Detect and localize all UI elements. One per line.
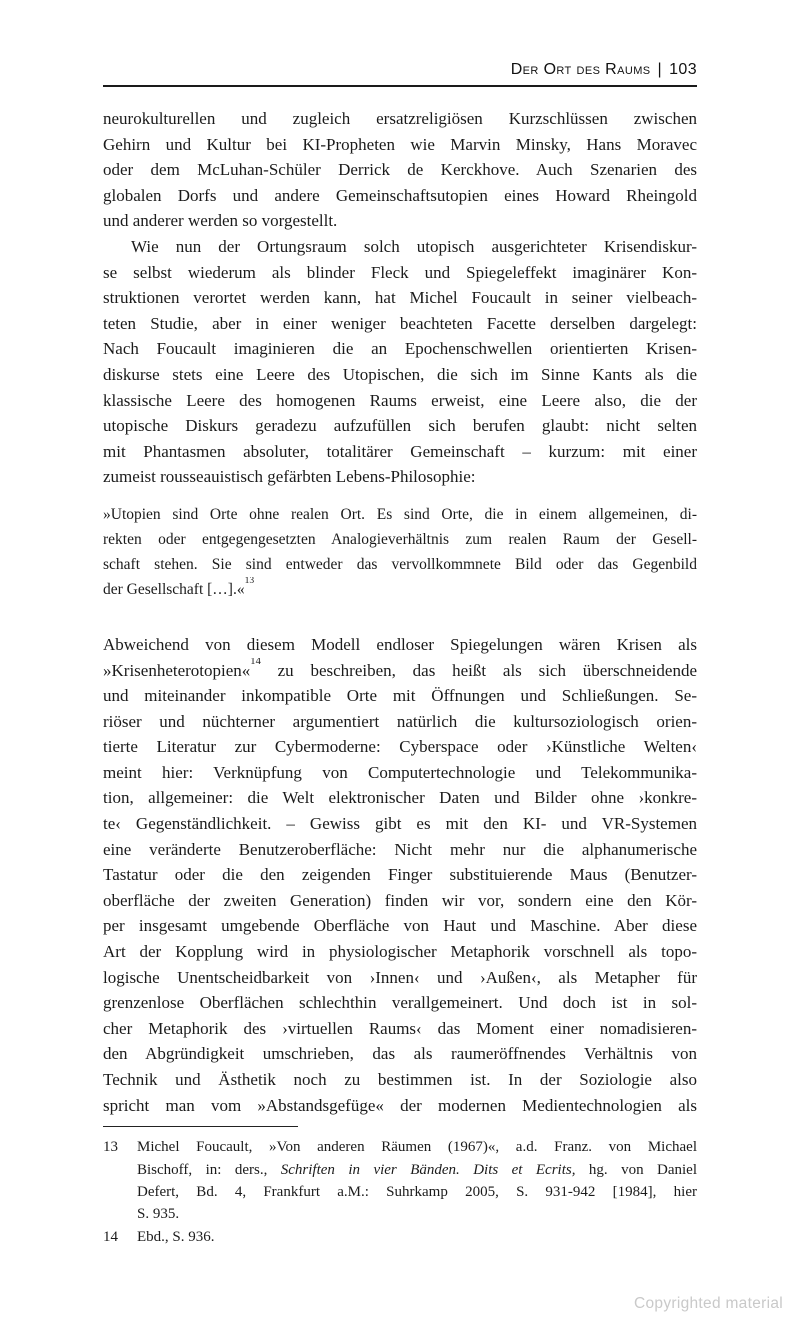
text-line: struktionen verortet werden kann, hat Michel Foucault in seiner vielbeach- <box>103 288 697 308</box>
text-line: und miteinander inkompatible Orte mit Öffnungen und Schließungen. Se- <box>103 686 697 706</box>
copyright-watermark: Copyrighted material <box>633 1295 783 1312</box>
text-line: te‹ Gegenständlichkeit. – Gewiss gibt es mit den KI- und VR-Systemen <box>103 814 697 834</box>
text-line: zumeist rousseauistisch gefärbten Lebens-Philosophie: <box>103 467 476 487</box>
text-line: »Krisenheterotopien«$^{14}$ zu beschreiben, das heißt als sich überschneidende <box>103 657 697 680</box>
text-line: und anderer werden so vorgestellt. <box>103 211 338 231</box>
running-head-title: Der Ort des Raums <box>510 61 651 78</box>
text-line: meint hier: Verknüpfung von Computertechnologie und Telekommunika- <box>103 762 697 782</box>
text-line: »Utopien sind Orte ohne realen Ort. Es sind Orte, die in einem allgemeinen, di- <box>103 505 697 523</box>
header-rule <box>103 85 697 87</box>
text-line: se selbst wiederum als blinder Fleck und Spiegeleffekt imaginärer Kon- <box>103 262 697 282</box>
footnote-number: 14 <box>103 1228 118 1245</box>
text-line: rekten oder entgegengesetzten Analogieverhältnis zum realen Raum der Gesell- <box>103 530 697 548</box>
footnote-text <box>137 1226 697 1248</box>
body-text <box>103 106 697 1118</box>
text-line: Art der Kopplung wird in physiologischer Metaphorik vorschnell als topo- <box>103 942 697 962</box>
page-number: 103 <box>669 61 697 78</box>
text-line: Gehirn und Kultur bei KI-Propheten wie Marvin Minsky, Hans Moravec <box>103 134 697 154</box>
text-line: neurokulturellen und zugleich ersatzreligiösen Kurzschlüssen zwischen <box>103 109 697 128</box>
text-line: der Gesellschaft […].«$^{13}$ <box>103 576 255 598</box>
text-line: den Abgründigkeit umschrieben, das als raumeröffnendes Verhältnis von <box>103 1044 697 1064</box>
footnote-item <box>103 1136 697 1226</box>
footnote-rule <box>103 1126 298 1127</box>
text-line: globalen Dorfs und andere Gemeinschaftsutopien eines Howard Rheingold <box>103 185 697 205</box>
text-line: grenzenlose Oberflächen schlechthin verallgemeinert. Und doch ist in sol- <box>103 993 697 1013</box>
text-line: Bischoff, in: ders., Schriften in vier Bänden. Dits et Ecrits, hg. von Daniel <box>137 1161 697 1178</box>
text-line: tierte Literatur zur Cybermoderne: Cyberspace oder ›Künstliche Welten‹ <box>103 737 697 757</box>
header-separator: | <box>657 61 663 78</box>
footnotes-list <box>103 1136 697 1248</box>
text-line: oder dem McLuhan-Schüler Derrick de Kerckhove. Auch Szenarien des <box>103 160 697 180</box>
text-line: per insgesamt umgebende Oberfläche von Haut und Maschine. Aber diese <box>103 916 697 936</box>
text-line: diskurse stets eine Leere des Utopischen, die sich im Sinne Kants als die <box>103 364 697 384</box>
paragraph-1 <box>103 106 697 234</box>
text-line: Michel Foucault, »Von anderen Räumen (1967)«, a.d. Franz. von Michael <box>137 1139 697 1156</box>
text-line: Tastatur oder die den zeigenden Finger substituierende Maus (Benutzer- <box>103 865 697 885</box>
text-line: tion, allgemeiner: die Welt elektronischer Daten und Bilder ohne ›konkre- <box>103 788 697 808</box>
footnotes-section <box>103 1126 697 1248</box>
running-header <box>103 61 697 82</box>
text-line: Ebd., S. 936. <box>137 1228 215 1245</box>
footnote-text <box>137 1136 697 1226</box>
text-line: Wie nun der Ortungsraum solch utopisch ausgerichteter Krisendiskur- <box>131 236 697 256</box>
paragraph-3 <box>103 632 697 1118</box>
italic-text: Schriften in vier Bänden. Dits et Ecrits, <box>280 1161 576 1178</box>
page-content <box>103 61 697 1248</box>
text-line: riöser und nüchterner argumentiert natürlich die kultursoziologisch orien- <box>103 711 697 731</box>
text-line: teten Studie, aber in einer weniger beachteten Facette derselben dargelegt: <box>103 313 697 333</box>
text-line: schaft stehen. Sie sind entweder das vervollkommnete Bild oder das Gegenbild <box>103 555 697 573</box>
text-line: logische Unentscheidbarkeit von ›Innen‹ und ›Außen‹, als Metapher für <box>103 967 697 987</box>
text-line: oberfläche der zweiten Generation) finden wir vor, sondern eine den Kör- <box>103 890 697 910</box>
paragraph-2 <box>103 234 697 490</box>
text-line: Technik und Ästhetik noch zu bestimmen ist. In der Soziologie also <box>103 1070 697 1089</box>
text-line: cher Metaphorik des ›virtuellen Raums‹ das Moment einer nomadisieren- <box>103 1018 697 1038</box>
footnote-ref: 13 <box>244 576 255 586</box>
text-line: Abweichend von diesem Modell endloser Spiegelungen wären Krisen als <box>103 634 697 654</box>
text-line: eine veränderte Benutzeroberfläche: Nicht mehr nur die alphanumerische <box>103 839 697 859</box>
text-line: klassische Leere des homogenen Raums erweist, eine Leere also, die der <box>103 390 697 410</box>
text-line: Nach Foucault imaginieren die an Epochenschwellen orientierten Krisen- <box>103 339 697 359</box>
footnote-item <box>103 1226 697 1248</box>
text-line: spricht man vom »Abstandsgefüge« der modernen Medientechnologien als <box>103 1095 697 1115</box>
block-quote <box>103 502 697 602</box>
footnote-ref: 14 <box>250 657 261 667</box>
text-line: S. 935. <box>137 1206 180 1223</box>
text-line: utopische Diskurs geradezu aufzufüllen sich berufen glaubt: nicht selten <box>103 416 697 436</box>
text-line: Defert, Bd. 4, Frankfurt a.M.: Suhrkamp 2005, S. 931-942 [1984], hier <box>137 1183 697 1200</box>
footnote-number: 13 <box>103 1139 118 1156</box>
text-line: mit Phantasmen absoluter, totalitärer Gemeinschaft – kurzum: mit einer <box>103 441 697 461</box>
